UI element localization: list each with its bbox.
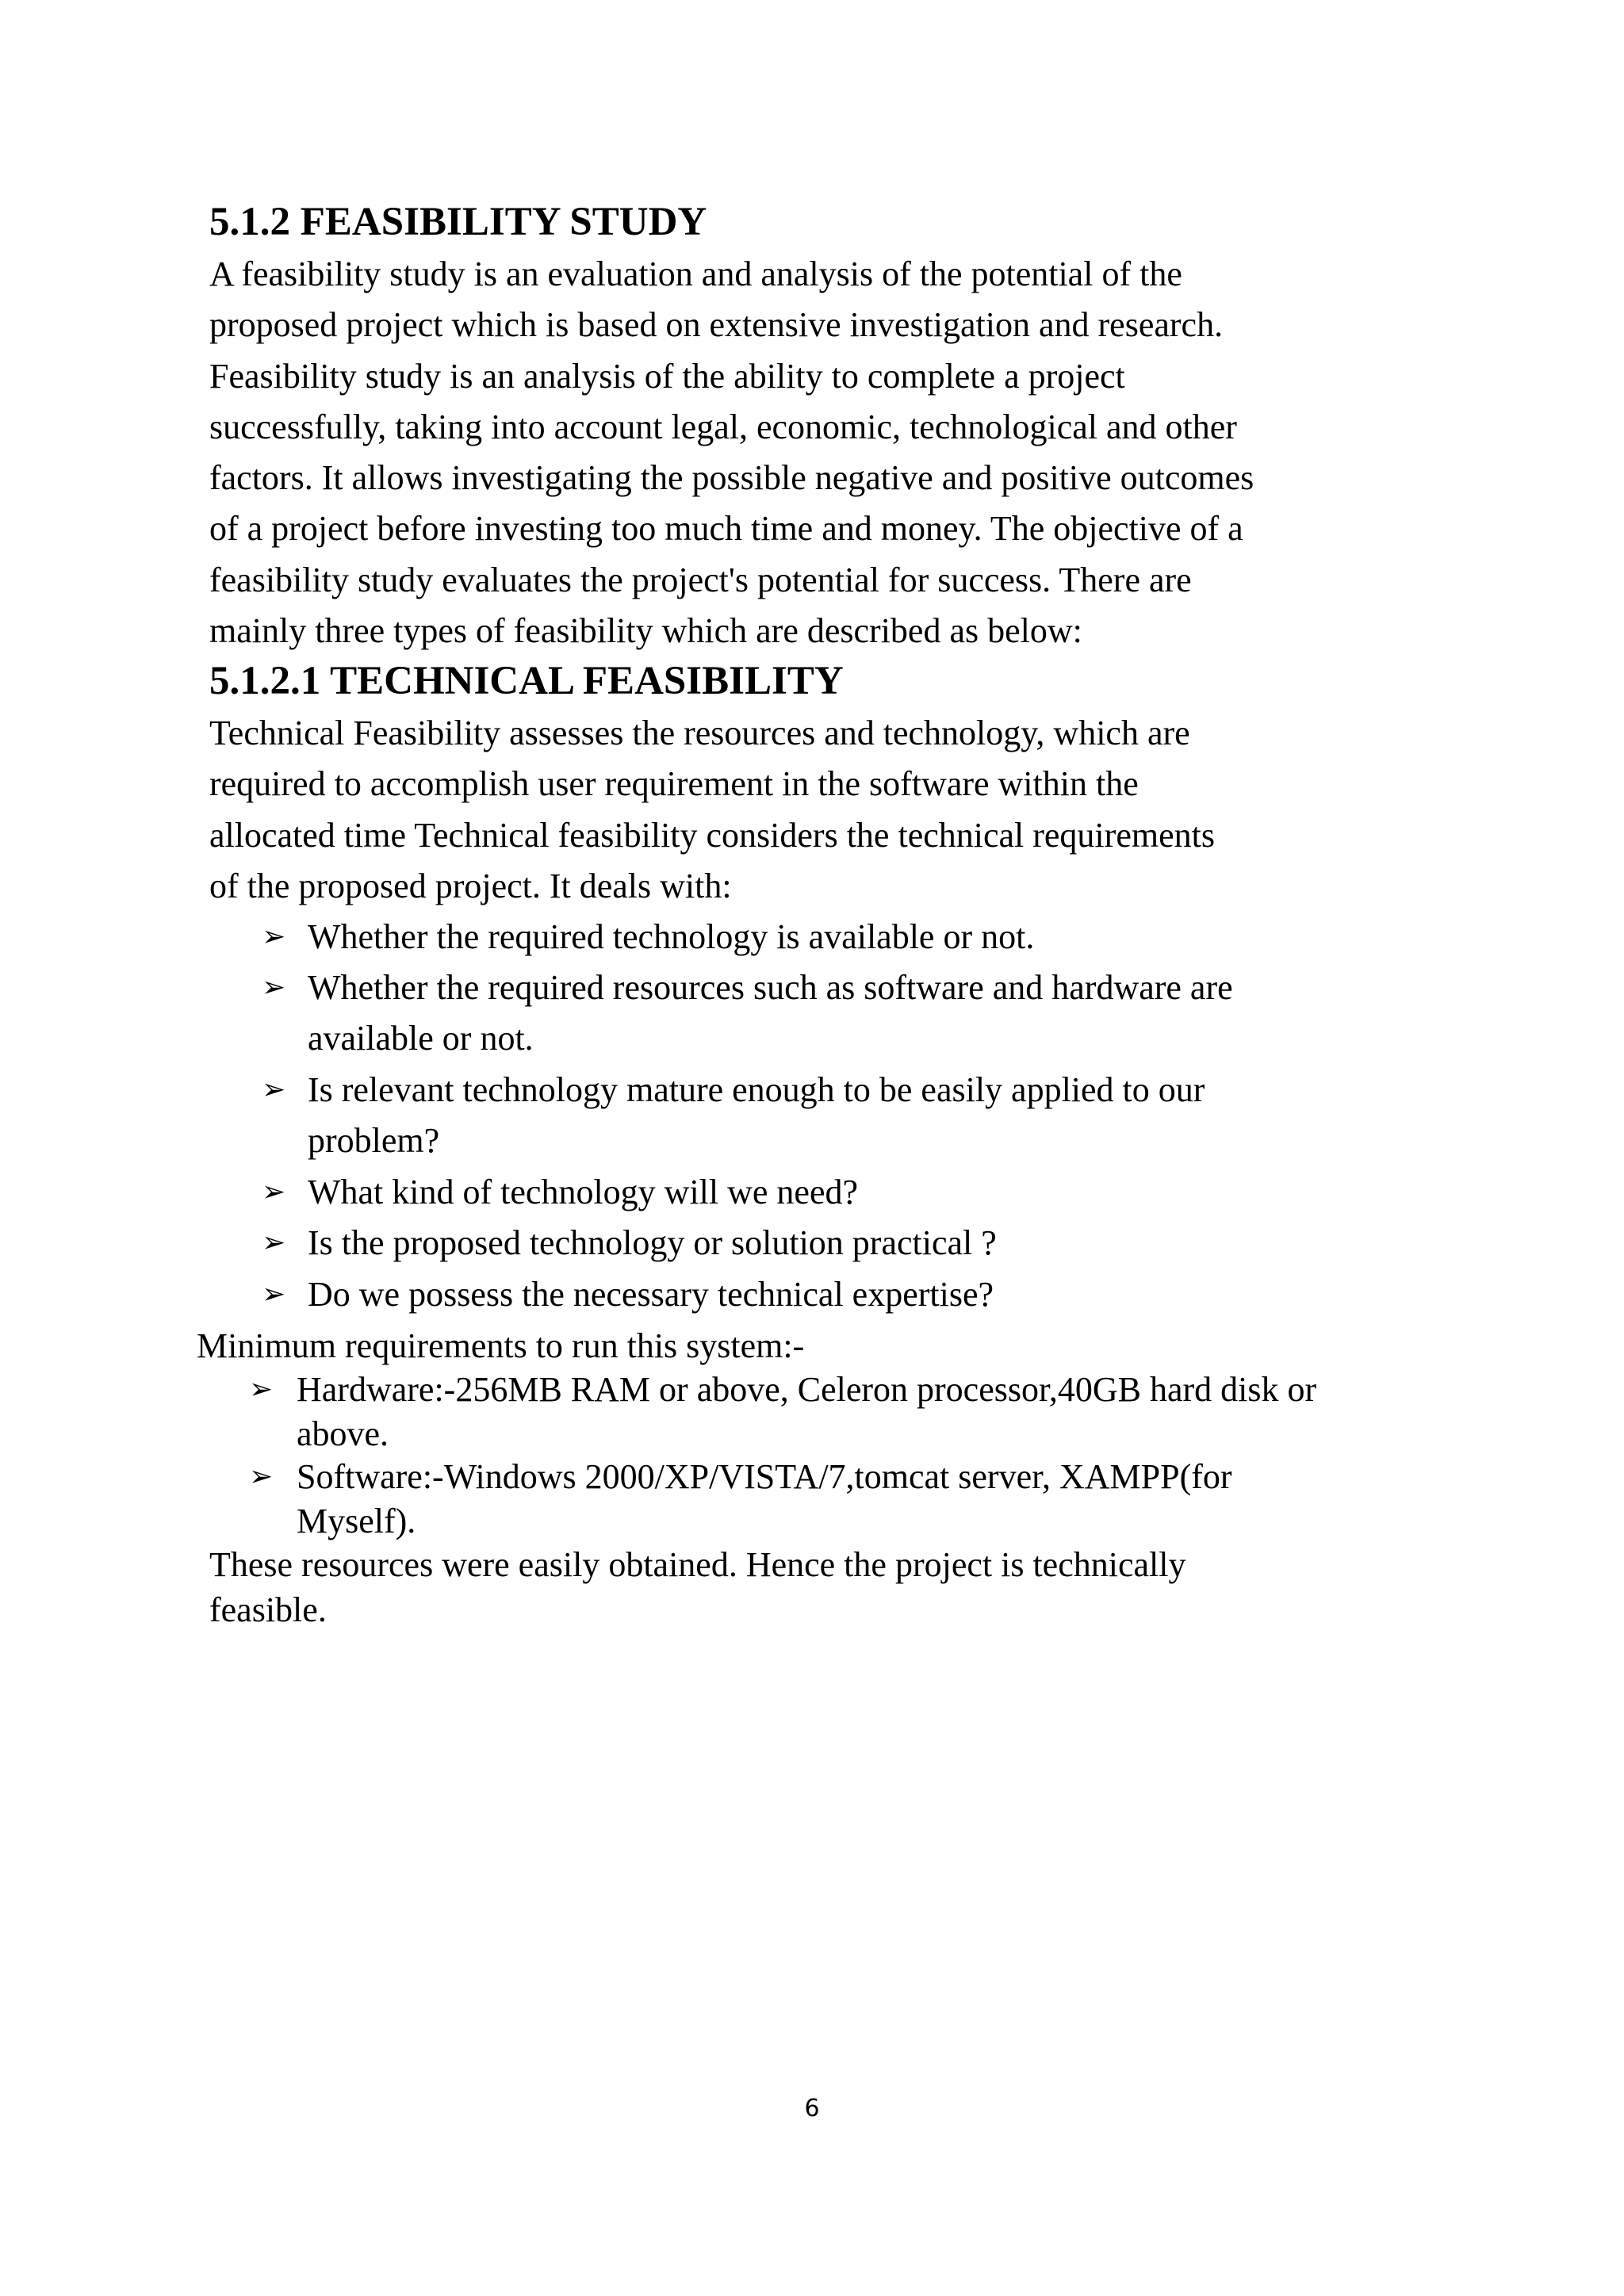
arrow-bullet-icon: ➢ (262, 920, 286, 953)
paragraph-line: mainly three types of feasibility which are described as below: (209, 611, 1082, 651)
list-item-text: What kind of technology will we need? (308, 1173, 859, 1211)
paragraph-line: feasibility study evaluates the project's potential for success. There are (209, 560, 1192, 599)
feasibility-paragraph (209, 249, 1254, 656)
arrow-bullet-icon: ➢ (249, 1373, 274, 1406)
requirements-intro: Minimum requirements to run this system:- (197, 1326, 805, 1365)
paragraph-line: factors. It allows investigating the possible negative and positive outcomes (209, 458, 1254, 498)
list-item-text: above. (297, 1414, 389, 1453)
paragraph-line: of a project before investing too much time and money. The objective of a (209, 509, 1243, 549)
paragraph-line: successfully, taking into account legal, economic, technological and other (209, 407, 1237, 446)
paragraph-line: A feasibility study is an evaluation and analysis of the potential of the (209, 254, 1182, 293)
list-item-text: available or not. (308, 1019, 534, 1058)
list-item-text: Is relevant technology mature enough to be easily applied to our (308, 1070, 1205, 1109)
subsection-heading: 5.1.2.1 TECHNICAL FEASIBILITY (209, 659, 844, 703)
technical-feasibility-paragraph (209, 708, 1215, 912)
page-number: 6 (804, 2095, 820, 2122)
list-item-text: Myself). (297, 1501, 416, 1540)
paragraph-line: These resources were easily obtained. Hence the project is technically (209, 1545, 1186, 1584)
section-heading: 5.1.2 FEASIBILITY STUDY (209, 200, 707, 244)
arrow-bullet-icon: ➢ (262, 971, 286, 1004)
list-item-text: Whether the required resources such as software and hardware are (308, 968, 1233, 1007)
list-item-text: Is the proposed technology or solution practical ? (308, 1223, 997, 1262)
paragraph-line: of the proposed project. It deals with: (209, 866, 732, 905)
paragraph-line: feasible. (209, 1590, 327, 1629)
conclusion-paragraph (209, 1542, 1185, 1632)
arrow-bullet-icon: ➢ (262, 1278, 286, 1311)
paragraph-line: Technical Feasibility assesses the resources and technology, which are (209, 714, 1190, 752)
paragraph-line: Feasibility study is an analysis of the ability to complete a project (209, 356, 1125, 396)
list-item-text: Do we possess the necessary technical expertise? (308, 1275, 994, 1314)
list-item-text: Software:-Windows 2000/XP/VISTA/7,tomcat server, XAMPP(for (297, 1457, 1232, 1496)
arrow-bullet-icon: ➢ (249, 1460, 274, 1493)
paragraph-line: proposed project which is based on extensive investigation and research. (209, 305, 1224, 345)
list-item-text: problem? (308, 1121, 440, 1161)
arrow-bullet-icon: ➢ (262, 1176, 286, 1208)
list-item-text: Whether the required technology is available or not. (308, 917, 1035, 956)
paragraph-line: required to accomplish user requirement in the software within the (209, 764, 1139, 804)
arrow-bullet-icon: ➢ (262, 1226, 286, 1259)
arrow-bullet-icon: ➢ (262, 1073, 286, 1106)
list-item-text: Hardware:-256MB RAM or above, Celeron processor,40GB hard disk or (297, 1370, 1317, 1409)
paragraph-line: allocated time Technical feasibility considers the technical requirements (209, 815, 1215, 855)
